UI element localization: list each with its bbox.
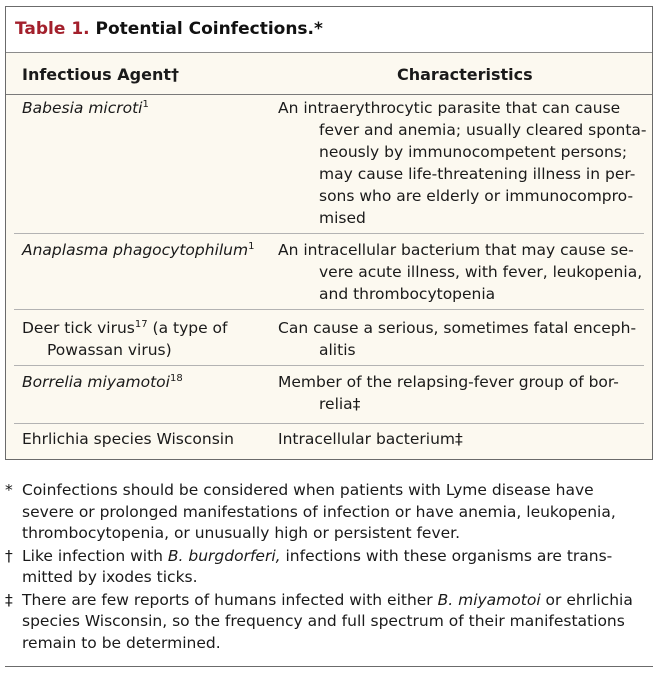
footnote-text: or ehrlichia	[540, 590, 633, 609]
footnote-line: remain to be determined.	[22, 633, 221, 652]
characteristics-line: alitis	[319, 341, 356, 359]
footnote-line: thrombocytopenia, or unusually high or persistent fever.	[22, 524, 461, 542]
bottom-divider	[5, 666, 653, 667]
footnote-line	[22, 590, 655, 612]
footnote-line: species Wisconsin, so the frequency and full spectrum of their manifestations	[22, 612, 625, 630]
agent-ref: 18	[169, 373, 183, 384]
agent-ref: 1	[142, 99, 149, 110]
column-header-agent: Infectious Agent†	[22, 65, 179, 84]
footnote-double-dagger	[5, 590, 655, 655]
table-title-bar	[6, 7, 652, 53]
characteristics-line: mised	[319, 209, 366, 227]
table-row-characteristics	[278, 97, 647, 229]
table-row-agent	[22, 97, 262, 119]
characteristics-line: An intracellular bacterium that may cause se-	[278, 241, 634, 259]
characteristics-line: Intracellular bacterium‡	[278, 430, 463, 448]
column-header-characteristics: Characteristics	[397, 65, 533, 84]
footnote-asterisk	[5, 480, 655, 545]
characteristics-line: fever and anemia; usually cleared sponta-	[319, 121, 647, 139]
agent-name: Ehrlichia species Wisconsin	[22, 430, 234, 448]
row-divider	[14, 309, 644, 310]
row-divider	[14, 233, 644, 234]
row-divider	[14, 365, 644, 366]
table-row-characteristics	[278, 428, 640, 450]
agent-name: Borrelia miyamotoi	[22, 373, 170, 391]
agent-name: Deer tick virus	[22, 319, 135, 337]
table-label: Table 1.	[15, 19, 90, 39]
agent-ref: 17	[134, 319, 148, 330]
footnote-species: B. miyamotoi	[437, 590, 541, 609]
header-divider	[6, 94, 652, 95]
footnote-symbol: †	[5, 546, 13, 565]
table-title-text: Potential Coinfections.*	[95, 19, 323, 39]
agent-name-suffix: (a type of	[147, 319, 228, 337]
footnote-dagger	[5, 546, 655, 589]
table-row-agent	[22, 371, 262, 393]
characteristics-line: vere acute illness, with fever, leukopenia,	[319, 263, 643, 281]
characteristics-line: may cause life-threatening illness in per-	[319, 165, 636, 183]
footnote-symbol: *	[5, 481, 13, 499]
table-row-agent	[22, 239, 262, 261]
footnote-text: There are few reports of humans infected with either	[22, 590, 438, 609]
characteristics-line: sons who are elderly or immunocompro-	[319, 187, 634, 205]
table-row-characteristics	[278, 317, 640, 361]
table-frame	[5, 6, 653, 460]
footnote-line: severe or prolonged manifestations of infection or have anemia, leukopenia,	[22, 502, 616, 521]
footnote-line: Coinfections should be considered when patients with Lyme disease have	[22, 481, 594, 499]
characteristics-line: Can cause a serious, sometimes fatal enceph-	[278, 319, 637, 337]
footnote-line	[22, 546, 655, 568]
footnote-text: Like infection with	[22, 546, 168, 565]
agent-ref: 1	[248, 241, 255, 252]
row-divider	[14, 423, 644, 424]
agent-name-continued: Powassan virus)	[47, 341, 172, 359]
characteristics-line: relia‡	[319, 395, 361, 413]
characteristics-line: neously by immunocompetent persons;	[319, 143, 628, 161]
table-row-characteristics	[278, 371, 640, 415]
agent-name: Babesia microti	[22, 99, 143, 117]
table-row-agent	[22, 428, 262, 450]
characteristics-line: An intraerythrocytic parasite that can cause	[278, 99, 621, 117]
footnote-symbol: ‡	[5, 590, 13, 609]
table-title	[15, 19, 323, 39]
footnote-species: B. burgdorferi,	[167, 546, 281, 565]
table-row-agent	[22, 317, 262, 361]
footnote-line: mitted by ixodes ticks.	[22, 568, 198, 586]
footnote-text: infections with these organisms are trans-	[280, 546, 613, 565]
table-row-characteristics	[278, 239, 643, 305]
footnotes	[5, 480, 655, 655]
agent-name: Anaplasma phagocytophilum	[22, 241, 249, 259]
characteristics-line: and thrombocytopenia	[319, 285, 496, 303]
characteristics-line: Member of the relapsing-fever group of bor-	[278, 373, 619, 391]
